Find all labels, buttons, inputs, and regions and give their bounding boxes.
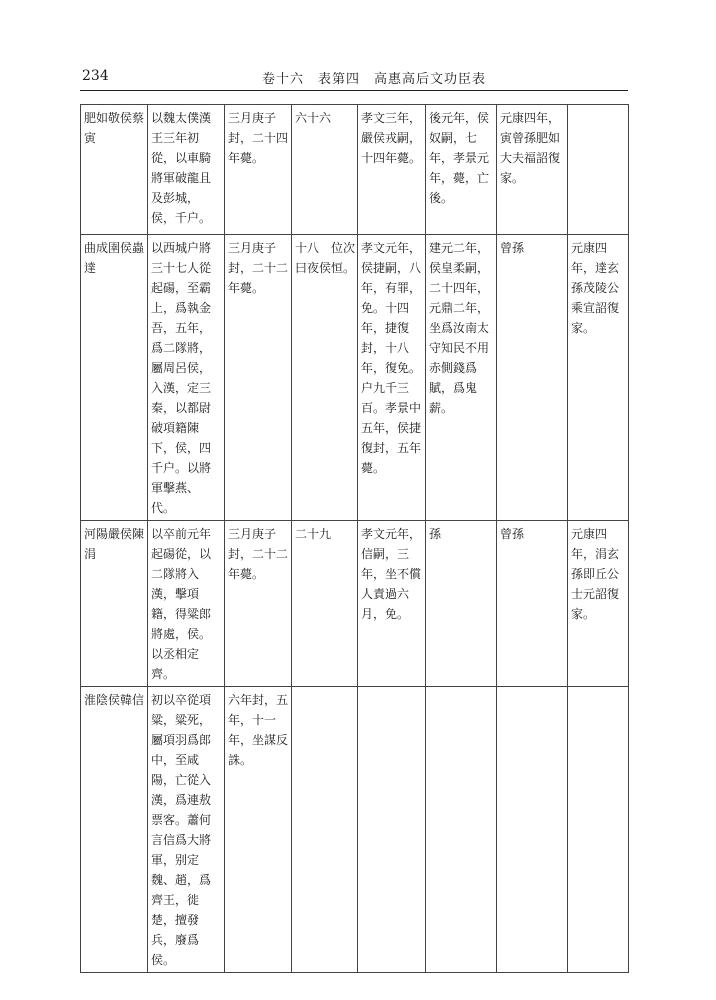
origin-cell: 以卒前元年起碭從，以二隊將入漢，擊項籍，得粱郎將處，侯。以丞相定齊。	[148, 521, 225, 687]
rank-cell: 二十九	[292, 521, 358, 687]
marquis-name-cell: 曲成圉侯蟲達	[81, 235, 148, 521]
enfeoff-cell: 三月庚子封，二十二年薨。	[225, 235, 292, 521]
grandson-cell: 建元二年，侯皇柔嗣，二十四年，元鼎二年，坐爲汝南太守知民不用赤側錢爲賦，爲鬼薪。	[426, 235, 497, 521]
marquis-name-cell: 肥如敬侯蔡寅	[81, 105, 148, 235]
enfeoff-cell: 六年封，五年，十一年，坐謀反誅。	[225, 687, 292, 973]
great-grandson-cell	[497, 687, 568, 973]
enfeoff-cell: 三月庚子封，二十四年薨。	[225, 105, 292, 235]
origin-cell: 以魏太僕漢王三年初從，以車騎將軍破龍且及彭城，侯，千户。	[148, 105, 225, 235]
restoration-cell: 元康四年，涓玄孫即丘公士元詔復家。	[568, 521, 629, 687]
son-cell: 孝文元年，信嗣，三年，坐不償人責過六月，免。	[358, 521, 426, 687]
grandson-cell: 孫	[426, 521, 497, 687]
restoration-cell	[568, 687, 629, 973]
table-row	[81, 687, 629, 973]
origin-cell: 以西城户將三十七人從起碭，至霸上，爲執金吾，五年，爲二隊將，屬周呂侯，入漢，定三秦，以都尉破項籍陳下，侯，四千户。以將軍擊燕、代。	[148, 235, 225, 521]
restoration-cell: 元康四年，達玄孫茂陵公乘宣詔復家。	[568, 235, 629, 521]
origin-cell: 初以卒從項粱，粱死，屬項羽爲郎中，至咸陽，亡從入漢，爲連敖票客。蕭何言信爲大將軍，别定魏、趙，爲齊王，徙楚，擅發兵，廢爲侯。	[148, 687, 225, 973]
header-rule	[80, 90, 628, 91]
page-number: 234	[82, 68, 109, 84]
table-row	[81, 521, 629, 687]
restoration-cell	[568, 105, 629, 235]
son-cell: 孝文三年，嚴侯戎嗣，十四年薨。	[358, 105, 426, 235]
great-grandson-cell: 曾孫	[497, 235, 568, 521]
rank-cell	[292, 687, 358, 973]
great-grandson-cell: 曾孫	[497, 521, 568, 687]
rank-cell: 十八 位次曰夜侯恒。	[292, 235, 358, 521]
great-grandson-cell: 元康四年，寅曾孫肥如大夫福詔復家。	[497, 105, 568, 235]
grandson-cell: 後元年，侯奴嗣，七年，孝景元年，薨，亡後。	[426, 105, 497, 235]
table-row	[81, 105, 629, 235]
enfeoff-cell: 三月庚子封，二十二年薨。	[225, 521, 292, 687]
running-head: 卷十六 表第四 高惠高后文功臣表	[262, 72, 487, 87]
son-cell: 孝文元年，侯捷嗣，八年，有罪，免。十四年，捷復封，十八年，復免。户九千三百。孝景中五年，侯捷復封，五年薨。	[358, 235, 426, 521]
rank-cell: 六十六	[292, 105, 358, 235]
table-row	[81, 235, 629, 521]
grandson-cell	[426, 687, 497, 973]
son-cell	[358, 687, 426, 973]
marquis-name-cell: 河陽嚴侯陳涓	[81, 521, 148, 687]
marquis-name-cell: 淮陰侯韓信	[81, 687, 148, 973]
marquis-table	[80, 104, 629, 973]
